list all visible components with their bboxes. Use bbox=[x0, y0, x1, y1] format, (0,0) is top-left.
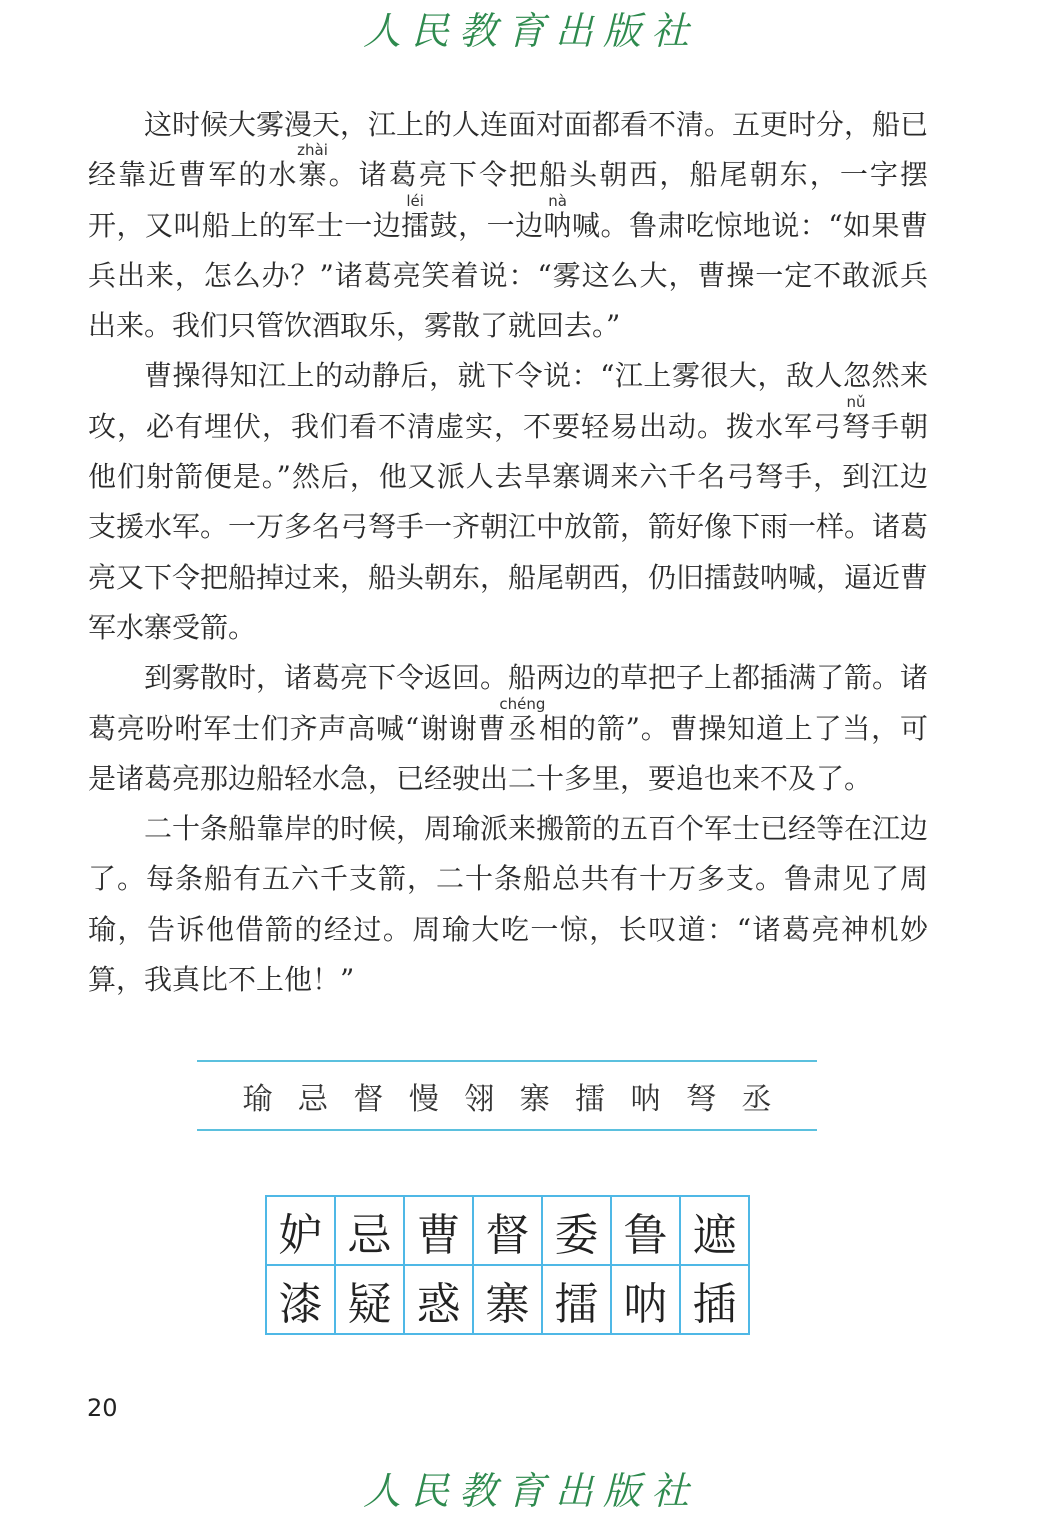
grid-cell: 疑 bbox=[335, 1265, 404, 1334]
grid-cell: 遮 bbox=[680, 1196, 749, 1265]
paragraph: 到雾散时，诸葛亮下令返回。船两边的草把子上都插满了箭。诸葛亮吩咐军士们齐声高喊“谢谢曹丞chéng相的箭”。曹操知道上了当，可是诸葛亮那边船轻水急，已经驶出二十多里，要追也来不及了。 bbox=[88, 661, 929, 795]
grid-cell: 惑 bbox=[404, 1265, 473, 1334]
grid-cell: 插 bbox=[680, 1265, 749, 1334]
paragraph: 二十条船靠岸的时候，周瑜派来搬箭的五百个军士已经等在江边了。每条船有五六千支箭，二十条船总共有十万多支。鲁肃见了周瑜，告诉他借箭的经过。周瑜大吃一惊，长叹道：“诸葛亮神机妙算，我真比不上他！” bbox=[88, 812, 929, 997]
new-character: 忌 bbox=[297, 1081, 328, 1117]
grid-cell: 漆 bbox=[266, 1265, 335, 1334]
new-character: 擂 bbox=[575, 1081, 606, 1117]
new-character: 翎 bbox=[464, 1081, 495, 1117]
grid-row bbox=[266, 1265, 749, 1334]
new-character: 弩 bbox=[686, 1081, 717, 1117]
writing-characters-grid bbox=[265, 1195, 750, 1335]
new-character: 呐 bbox=[630, 1081, 661, 1117]
new-character: 丞 bbox=[741, 1081, 772, 1117]
new-character: 寨 bbox=[519, 1081, 550, 1117]
pinyin: chéng bbox=[499, 694, 546, 713]
publisher-logo-top: 人民教育出版社 bbox=[362, 9, 699, 53]
grid-cell: 督 bbox=[473, 1196, 542, 1265]
pinyin-annotated-char: 擂léi bbox=[401, 191, 430, 242]
pinyin-annotated-char: 呐nà bbox=[543, 191, 573, 242]
page-number: 20 bbox=[87, 1394, 118, 1422]
paragraph: 曹操得知江上的动静后，就下令说：“江上雾很大，敌人忽然来攻，必有埋伏，我们看不清虚实，不要轻易出动。拨水军弓弩nǔ手朝他们射箭便是。”然后，他又派人去旱寨调来六千名弓弩手，到江边支援水军。一万多名弓弩手一齐朝江中放箭，箭好像下雨一样。诸葛亮又下令把船掉过来，船头朝东，船尾朝西，仍旧擂鼓呐喊，逼近曹军水寨受箭。 bbox=[88, 359, 929, 644]
new-characters-band bbox=[197, 1060, 817, 1131]
new-character: 慢 bbox=[408, 1081, 439, 1117]
pinyin: léi bbox=[401, 191, 430, 210]
paragraph: 这时候大雾漫天，江上的人连面对面都看不清。五更时分，船已经靠近曹军的水寨zhài。诸葛亮下令把船头朝西，船尾朝东，一字摆开，又叫船上的军士一边擂léi鼓，一边呐nà喊。鲁肃吃惊地说：“如果曹兵出来，怎么办？”诸葛亮笑着说：“雾这么大，曹操一定不敢派兵出来。我们只管饮酒取乐，雾散了就回去。” bbox=[88, 108, 929, 343]
new-character: 督 bbox=[353, 1081, 384, 1117]
grid-cell: 寨 bbox=[473, 1265, 542, 1334]
pinyin-annotated-char: 丞chéng bbox=[499, 694, 546, 745]
grid-row bbox=[266, 1196, 749, 1265]
new-character: 瑜 bbox=[242, 1081, 273, 1117]
grid-cell: 鲁 bbox=[611, 1196, 680, 1265]
pinyin: nà bbox=[543, 191, 572, 210]
pinyin-annotated-char: 寨zhài bbox=[297, 141, 328, 192]
grid-cell: 擂 bbox=[542, 1265, 611, 1334]
pinyin: nǔ bbox=[841, 392, 870, 411]
grid-cell: 曹 bbox=[404, 1196, 473, 1265]
grid-cell: 忌 bbox=[335, 1196, 404, 1265]
pinyin: zhài bbox=[297, 141, 328, 160]
grid-cell: 呐 bbox=[611, 1265, 680, 1334]
pinyin-annotated-char: 弩nǔ bbox=[841, 392, 871, 443]
grid-cell: 妒 bbox=[266, 1196, 335, 1265]
publisher-logo-bottom: 人民教育出版社 bbox=[362, 1469, 699, 1513]
grid-cell: 委 bbox=[542, 1196, 611, 1265]
lesson-text bbox=[88, 100, 928, 1005]
